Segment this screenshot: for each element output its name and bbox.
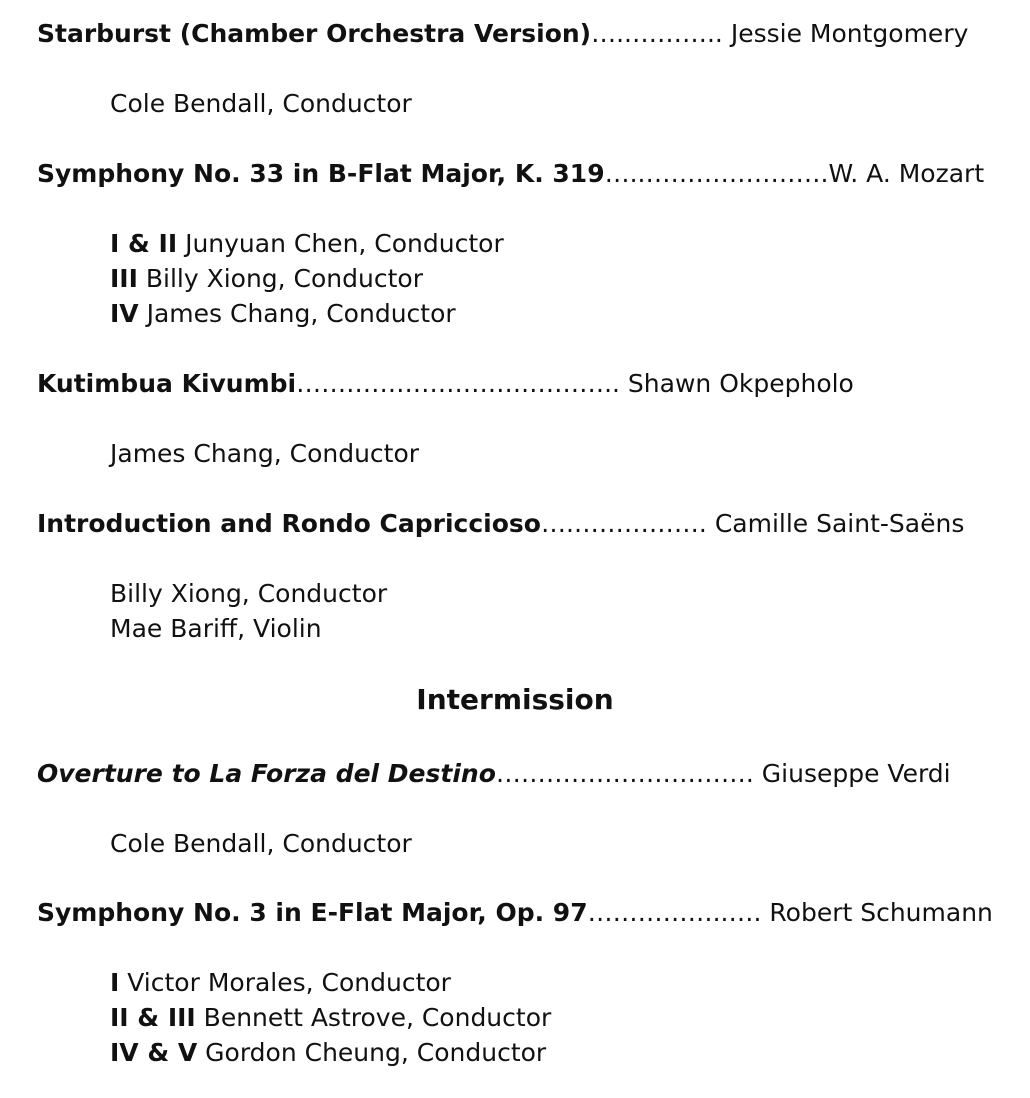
performer-text: Gordon Cheung, Conductor xyxy=(197,1038,547,1067)
performer-line xyxy=(110,826,412,861)
piece-title: Starburst (Chamber Orchestra Version) xyxy=(37,19,592,48)
piece-line-kutimbua xyxy=(37,366,854,401)
piece-title: Kutimbua Kivumbi xyxy=(37,369,297,398)
composer-name: Shawn Okpepholo xyxy=(627,369,854,398)
performer-text: Cole Bendall, Conductor xyxy=(110,89,412,118)
dot-leader: …..…………………. xyxy=(604,159,829,188)
movement-label: III xyxy=(110,264,138,293)
piece-line-starburst xyxy=(37,16,968,51)
dot-leader: ……………..…. xyxy=(587,898,770,927)
performer-line xyxy=(110,965,451,1000)
movement-label: IV xyxy=(110,299,139,328)
performer-text: Cole Bendall, Conductor xyxy=(110,829,412,858)
performer-line xyxy=(110,576,387,611)
performer-text: Billy Xiong, Conductor xyxy=(110,579,388,608)
performer-line xyxy=(110,436,419,471)
performer-line xyxy=(110,86,412,121)
performer-text: Bennett Astrove, Conductor xyxy=(195,1003,552,1032)
dot-leader: …..……….. xyxy=(591,19,731,48)
performer-text: James Chang, Conductor xyxy=(110,439,420,468)
movement-label: II & III xyxy=(110,1003,196,1032)
piece-title: Overture to La Forza del Destino xyxy=(37,759,496,788)
dot-leader: ….……………. xyxy=(540,509,715,538)
piece-line-saint-saens xyxy=(37,506,964,541)
composer-name: Jessie Montgomery xyxy=(730,19,969,48)
piece-line-verdi xyxy=(37,756,951,791)
piece-line-mozart xyxy=(37,156,984,191)
dot-leader: ……………………….……….. xyxy=(296,369,628,398)
movement-label: I & II xyxy=(110,229,178,258)
piece-line-schumann xyxy=(37,895,993,930)
performer-line xyxy=(110,226,504,261)
movement-label: I xyxy=(110,968,120,997)
performer-line xyxy=(110,296,456,331)
performer-text: James Chang, Conductor xyxy=(138,299,456,328)
performer-text: Billy Xiong, Conductor xyxy=(137,264,423,293)
performer-line xyxy=(110,1035,546,1070)
piece-title: Introduction and Rondo Capriccioso xyxy=(37,509,541,538)
intermission-heading: Intermission xyxy=(416,683,614,716)
composer-name: Robert Schumann xyxy=(769,898,993,927)
movement-label: IV & V xyxy=(110,1038,198,1067)
performer-line xyxy=(110,1000,551,1035)
composer-name: W. A. Mozart xyxy=(828,159,985,188)
performer-text: Victor Morales, Conductor xyxy=(119,968,451,997)
performer-text: Junyuan Chen, Conductor xyxy=(177,229,504,258)
piece-title: Symphony No. 3 in E-Flat Major, Op. 97 xyxy=(37,898,588,927)
performer-text: Mae Bariff, Violin xyxy=(110,614,322,643)
composer-name: Giuseppe Verdi xyxy=(761,759,951,788)
performer-line xyxy=(110,611,322,646)
dot-leader: …………………………. xyxy=(495,759,762,788)
piece-title: Symphony No. 33 in B-Flat Major, K. 319 xyxy=(37,159,605,188)
composer-name: Camille Saint-Saëns xyxy=(714,509,965,538)
performer-line xyxy=(110,261,423,296)
